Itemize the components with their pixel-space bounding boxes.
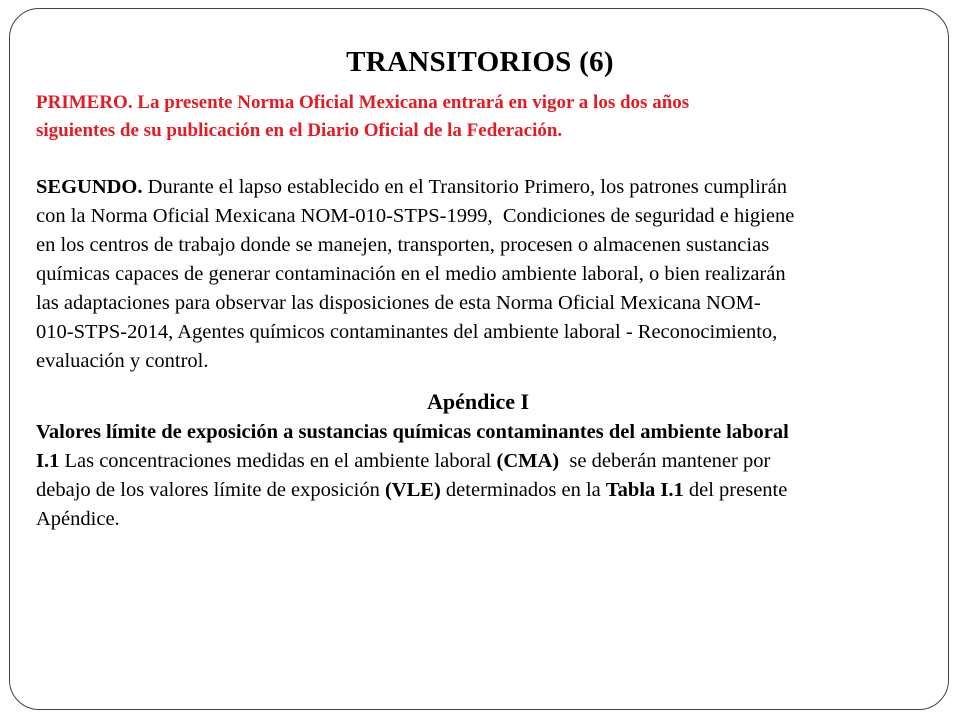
segundo-line-3: en los centros de trabajo donde se manejen, transporten, procesen o almacenen sustancias bbox=[36, 234, 770, 256]
appendix-body bbox=[36, 418, 920, 534]
appendix-text-5: del presente bbox=[683, 479, 788, 501]
slide-content bbox=[36, 89, 920, 534]
primero-line-2: siguientes de su publicación en el Diario Oficial de la Federación. bbox=[36, 120, 563, 141]
appendix-subtitle: Valores límite de exposición a sustancias químicas contaminantes del ambiente laboral bbox=[36, 421, 789, 443]
segundo-line-4: químicas capaces de generar contaminación en el medio ambiente laboral, o bien realizarán bbox=[36, 263, 786, 285]
segundo-line-1: Durante el lapso establecido en el Transitorio Primero, los patrones cumplirán bbox=[142, 176, 787, 198]
slide-title: TRANSITORIOS (6) bbox=[346, 46, 614, 78]
appendix-text-3: debajo de los valores límite de exposición bbox=[36, 479, 385, 501]
segundo-label: SEGUNDO. bbox=[36, 176, 143, 198]
segundo-line-2: con la Norma Oficial Mexicana NOM-010-STPS-1999, Condiciones de seguridad e higiene bbox=[36, 205, 795, 227]
appendix-text-6: Apéndice. bbox=[36, 508, 120, 530]
appendix-text-4: determinados en la bbox=[440, 479, 606, 501]
appendix-text-2: se deberán mantener por bbox=[559, 450, 771, 472]
appendix-tabla: Tabla I.1 bbox=[605, 479, 684, 501]
appendix-section-number: I.1 bbox=[36, 450, 60, 472]
segundo-line-6: 010-STPS-2014, Agentes químicos contaminantes del ambiente laboral - Reconocimiento, bbox=[36, 321, 778, 343]
transitorio-segundo bbox=[36, 173, 920, 376]
appendix-text-1: Las concentraciones medidas en el ambiente laboral bbox=[59, 450, 497, 472]
segundo-line-7: evaluación y control. bbox=[36, 350, 209, 372]
appendix-heading: Apéndice I bbox=[426, 389, 530, 414]
primero-line-1: PRIMERO. La presente Norma Oficial Mexicana entrará en vigor a los dos años bbox=[36, 92, 690, 113]
appendix-cma: (CMA) bbox=[496, 450, 560, 472]
transitorio-primero bbox=[36, 89, 920, 145]
appendix-vle: (VLE) bbox=[384, 479, 441, 501]
segundo-line-5: las adaptaciones para observar las disposiciones de esta Norma Oficial Mexicana NOM- bbox=[36, 292, 761, 314]
